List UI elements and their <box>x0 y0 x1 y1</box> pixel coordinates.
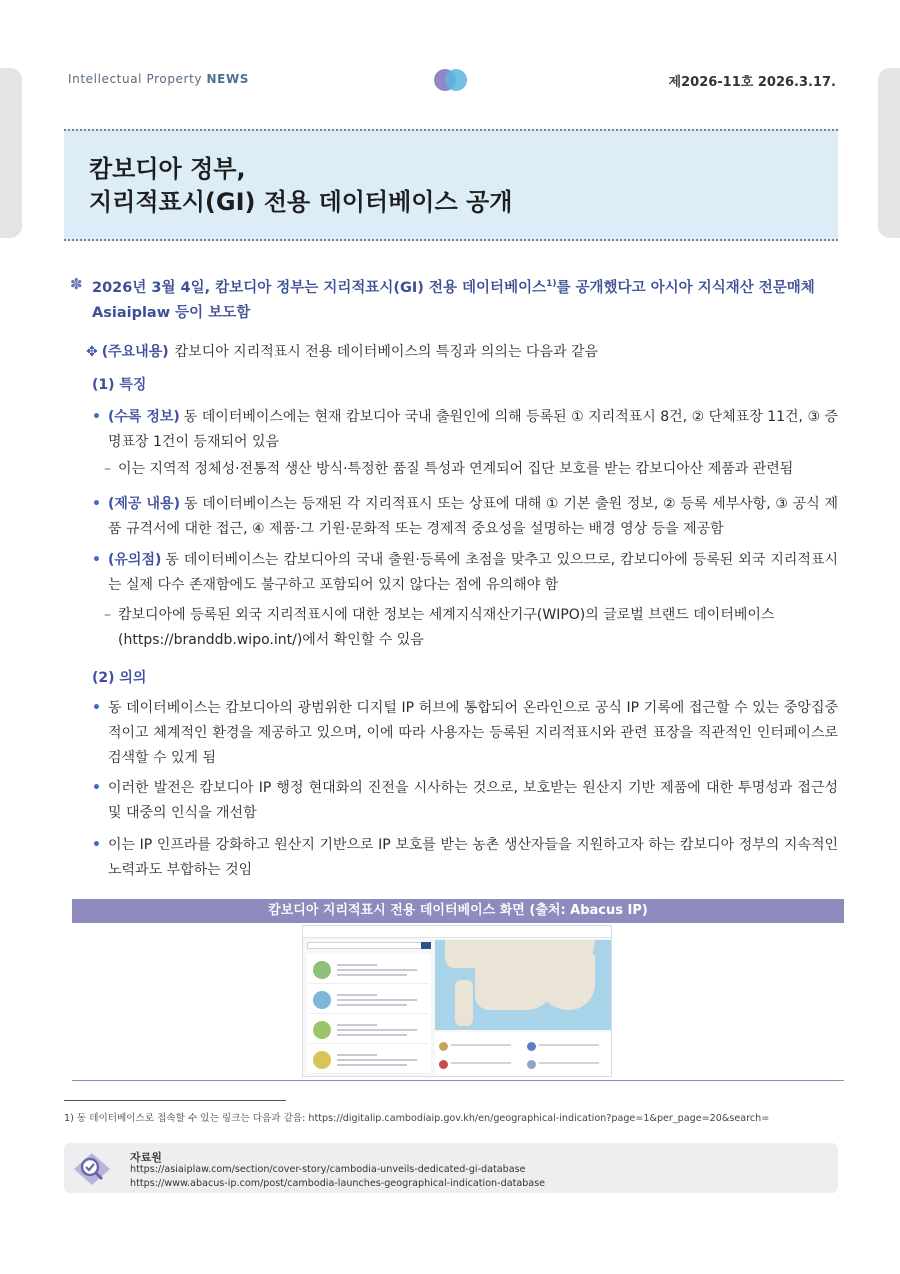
dash-mark-icon: – <box>104 607 111 623</box>
main-point-text: 캄보디아 지리적표시 전용 데이터베이스의 특징과 의의는 다음과 같음 <box>174 344 598 360</box>
bullet-dot-icon: • <box>92 552 101 568</box>
bullet-item <box>92 405 838 455</box>
bullet-label: (수록 정보) <box>108 409 180 425</box>
dash-text: 캄보디아에 등록된 외국 지리적표시에 대한 정보는 세계지식재산기구(WIPO)의 글로벌 브랜드 데이터베이스(https://branddb.wipo.int/)에서 확인할 수 있음 <box>118 607 775 648</box>
bullet-dot-icon: • <box>92 780 101 796</box>
side-tab-left <box>0 68 22 238</box>
screenshot-card <box>309 958 429 984</box>
bullet-dot-icon: • <box>92 700 101 716</box>
source-link[interactable]: https://asiaiplaw.com/section/cover-story/cambodia-unveils-dedicated-gi-database <box>130 1164 526 1175</box>
checkmark-search-icon <box>72 1149 112 1189</box>
source-link[interactable]: https://www.abacus-ip.com/post/cambodia-launches-geographical-indication-database <box>130 1178 546 1189</box>
screenshot-card <box>309 988 429 1014</box>
bullet-text: 이러한 발전은 캄보디아 IP 행정 현대화의 진전을 시사하는 것으로, 보호받는 원산지 기반 제품에 대한 투명성과 접근성 및 대중의 인식을 개선함 <box>108 780 838 821</box>
lead-paragraph <box>70 272 838 326</box>
screenshot-searchbar <box>307 942 427 949</box>
bullet-text: 동 데이터베이스는 캄보디아의 국내 출원·등록에 초점을 맞추고 있으므로, 캄보디아에 등록된 외국 지리적표시는 실제 다수 존재함에도 불구하고 포함되어 있지 않다는 점에 유의해야 함 <box>108 552 838 593</box>
footnote: 1) 동 데이터베이스로 접속할 수 있는 링크는 다음과 같음: https://digitalip.cambodiaip.gov.kh/en/geographical-indication?page=1&per_page=20&search= <box>64 1113 770 1124</box>
title-line-2: 지리적표시(GI) 전용 데이터베이스 공개 <box>89 188 513 216</box>
brand-news: NEWS <box>206 72 250 86</box>
dash-text: 이는 지역적 정체성·전통적 생산 방식·특정한 품질 특성과 연계되어 집단 보호를 받는 캄보디아산 제품과 관련됨 <box>118 461 794 477</box>
screenshot-search-button <box>421 942 431 949</box>
bullet-label: (유의점) <box>108 552 162 568</box>
bullet-item <box>92 833 838 883</box>
screenshot-map <box>435 940 611 1030</box>
screenshot-info-panel <box>435 1032 611 1076</box>
brand-text <box>68 72 249 86</box>
dash-mark-icon: – <box>104 461 111 477</box>
figure-caption: 캄보디아 지리적표시 전용 데이터베이스 화면 (출처: Abacus IP) <box>72 899 844 923</box>
database-screenshot <box>302 925 612 1077</box>
bullet-dot-icon: • <box>92 409 101 425</box>
lead-text-b: 를 공개했다고 아시아 지식재산 전문매체 Asiaiplaw 등이 보도함 <box>92 279 815 321</box>
bullet-item <box>92 696 838 771</box>
title-line-1: 캄보디아 정부, <box>89 155 246 183</box>
brand-main: Intellectual Property <box>68 72 207 86</box>
side-tab-right <box>878 68 900 238</box>
bullet-dot-icon: • <box>92 837 101 853</box>
issue-number: 제2026-11호 2026.3.17. <box>668 75 836 90</box>
title-box <box>64 129 838 241</box>
section-heading-2: (2) 의의 <box>92 670 147 686</box>
bullet-dot-icon: • <box>92 496 101 512</box>
bullet-text: 동 데이터베이스는 캄보디아의 광범위한 디지털 IP 허브에 통합되어 온라인으로 공식 IP 기록에 접근할 수 있는 중앙집중적이고 체계적인 환경을 제공하고 있으며, 이에 따라 사용자는 등록된 지리적표시와 관련 표장을 직관적인 인터페이스로 검색할 수 있게 됨 <box>108 700 838 766</box>
logo-icon <box>434 68 470 92</box>
page-header <box>68 68 836 94</box>
bullet-item <box>92 776 838 826</box>
screenshot-topbar <box>303 926 611 938</box>
page-title <box>89 153 838 219</box>
main-point <box>86 341 838 363</box>
bullet-text: 이는 IP 인프라를 강화하고 원산지 기반으로 IP 보호를 받는 농촌 생산자들을 지원하고자 하는 캄보디아 정부의 지속적인 노력과도 부합하는 것임 <box>108 837 838 878</box>
lead-text-a: 2026년 3월 4일, 캄보디아 정부는 지리적표시(GI) 전용 데이터베이스 <box>92 279 547 296</box>
screenshot-card <box>309 1018 429 1044</box>
dash-item <box>104 457 838 482</box>
dash-item <box>104 603 838 653</box>
figure-area <box>72 923 844 1081</box>
screenshot-card <box>309 1048 429 1074</box>
section-heading-1: (1) 특징 <box>92 377 147 393</box>
bullet-label: (제공 내용) <box>108 496 180 512</box>
bullet-text: 동 데이터베이스는 등재된 각 지리적표시 또는 상표에 대해 ① 기본 출원 정보, ② 등록 세부사항, ③ 공식 제품 규격서에 대한 접근, ④ 제품·그 기원·문화적 또는 경제적 중요성을 설명하는 배경 영상 등을 제공함 <box>108 496 838 537</box>
bullet-item <box>92 548 838 598</box>
footnote-ref: 1) <box>546 279 557 289</box>
screenshot-result-list <box>307 954 431 1074</box>
source-title: 자료원 <box>130 1151 162 1164</box>
bullet-item <box>92 492 838 542</box>
flower-bullet-icon: ✽ <box>70 275 83 293</box>
footnote-divider <box>64 1100 286 1101</box>
diamond-bullet-icon: ✥ <box>86 344 98 360</box>
source-box <box>64 1143 838 1193</box>
main-point-label: (주요내용) <box>101 344 169 360</box>
bullet-text: 동 데이터베이스에는 현재 캄보디아 국내 출원인에 의해 등록된 ① 지리적표시 8건, ② 단체표장 11건, ③ 증명표장 1건이 등재되어 있음 <box>108 409 839 450</box>
